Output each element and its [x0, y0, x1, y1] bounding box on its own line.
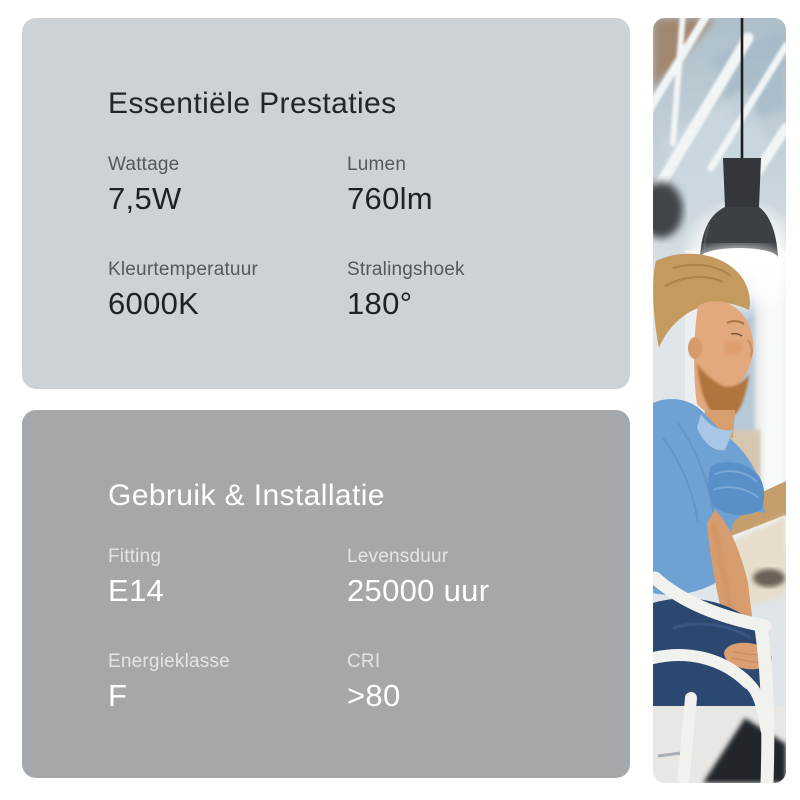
spec-color-temperature — [108, 258, 347, 323]
spec-lumen — [347, 153, 600, 218]
spec-label: Fitting — [108, 546, 162, 567]
spec-value: E14 — [108, 573, 165, 608]
spec-lifespan — [347, 545, 600, 610]
spec-fitting — [108, 545, 347, 610]
spec-energy-class — [108, 650, 347, 715]
spec-label: CRI — [347, 651, 381, 672]
spec-label: Energieklasse — [108, 651, 230, 672]
spec-label: Stralingshoek — [347, 259, 465, 280]
card-essential-performance — [22, 18, 630, 389]
card-title: Gebruik & Installatie — [108, 479, 385, 512]
spec-beam-angle — [347, 258, 600, 323]
spec-label: Kleurtemperatuur — [108, 259, 258, 280]
card-use-installation — [22, 410, 630, 778]
spec-grid — [108, 545, 600, 715]
spec-label: Wattage — [108, 154, 180, 175]
spec-value: >80 — [347, 678, 401, 713]
spec-grid — [108, 153, 600, 323]
spec-value: 25000 uur — [347, 573, 490, 608]
spec-value: 180° — [347, 286, 413, 321]
spec-cri — [347, 650, 600, 715]
spec-value: 6000K — [108, 286, 200, 321]
lamp-neck — [723, 158, 761, 207]
spec-value: 7,5W — [108, 181, 182, 216]
product-photo — [653, 18, 786, 783]
spec-label: Lumen — [347, 154, 407, 175]
spec-label: Levensduur — [347, 546, 449, 567]
spec-value: F — [108, 678, 128, 713]
ear — [688, 337, 702, 359]
card-title: Essentiële Prestaties — [108, 87, 397, 120]
lifestyle-photo-illustration — [653, 18, 786, 783]
spec-wattage — [108, 153, 347, 218]
spec-value: 760lm — [347, 181, 433, 216]
